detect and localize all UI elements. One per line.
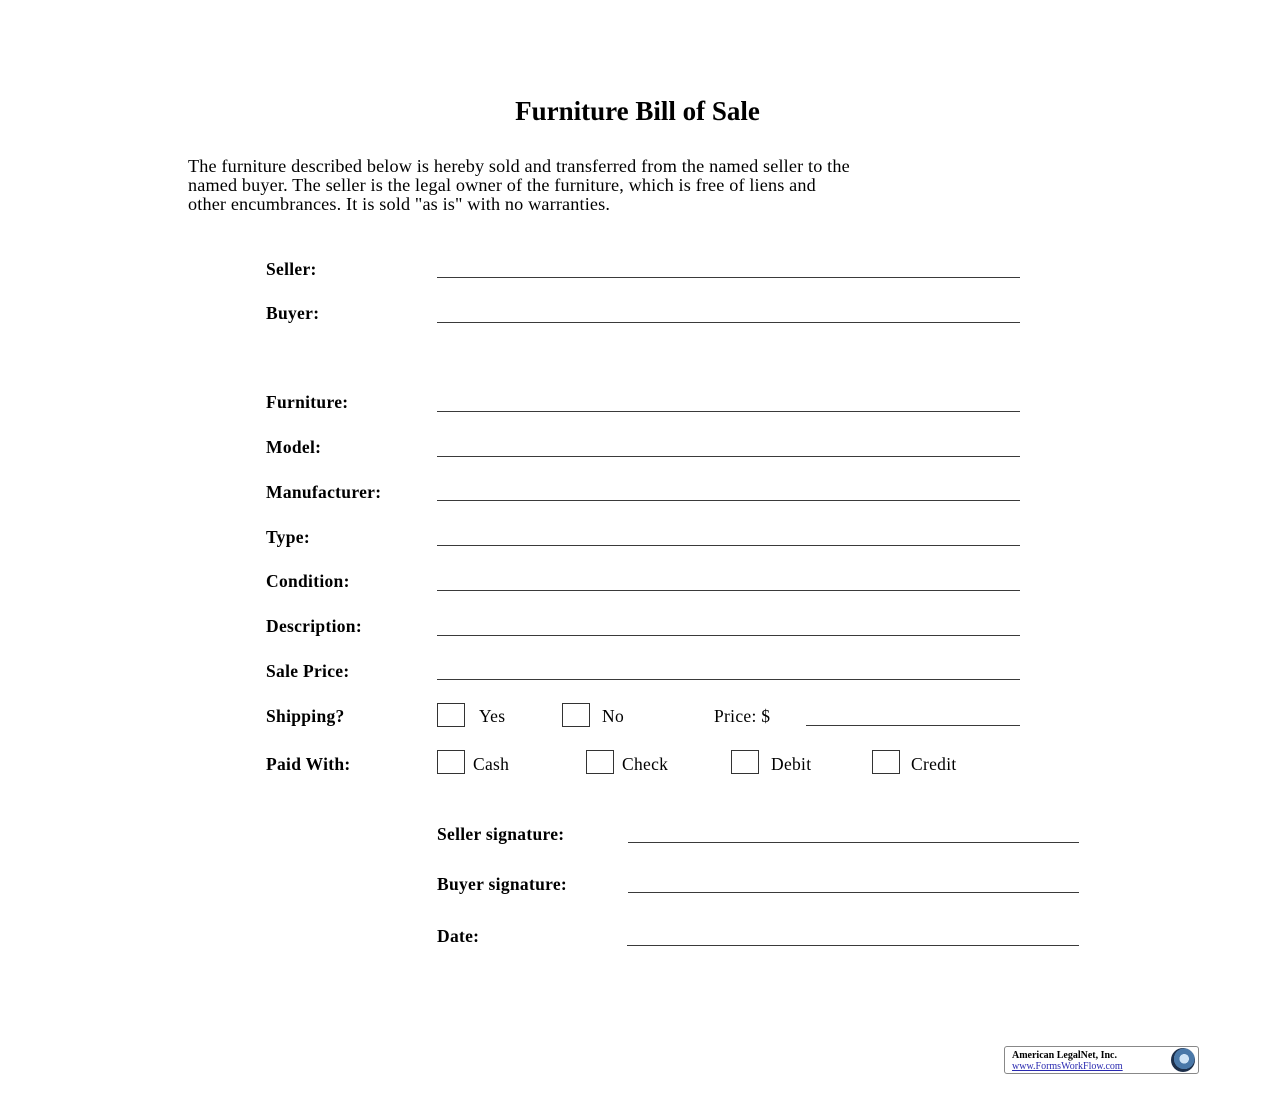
shipping-price-field[interactable] bbox=[806, 725, 1020, 726]
shipping-no-label: No bbox=[602, 706, 624, 726]
type-field[interactable] bbox=[437, 545, 1020, 546]
shipping-yes-label: Yes bbox=[479, 706, 506, 726]
paid-check-label: Check bbox=[622, 754, 669, 774]
condition-field[interactable] bbox=[437, 590, 1020, 591]
globe-logo-icon bbox=[1171, 1048, 1195, 1072]
paid-debit-label: Debit bbox=[771, 754, 812, 774]
manufacturer-label: Manufacturer: bbox=[266, 482, 382, 502]
model-label: Model: bbox=[266, 437, 322, 457]
paid-debit-checkbox[interactable] bbox=[731, 750, 759, 774]
intro-paragraph bbox=[188, 157, 1088, 214]
intro-line: named buyer. The seller is the legal owner of the furniture, which is free of liens and bbox=[188, 175, 816, 195]
paid-cash-checkbox[interactable] bbox=[437, 750, 465, 774]
furniture-field[interactable] bbox=[437, 411, 1020, 412]
intro-line: other encumbrances. It is sold "as is" with no warranties. bbox=[188, 194, 611, 214]
condition-label: Condition: bbox=[266, 571, 350, 591]
publisher-badge[interactable] bbox=[1004, 1046, 1199, 1074]
seller-field[interactable] bbox=[437, 277, 1020, 278]
date-field[interactable] bbox=[627, 945, 1079, 946]
buyer-label: Buyer: bbox=[266, 303, 320, 323]
shipping-price-label: Price: $ bbox=[714, 706, 771, 726]
paid-cash-label: Cash bbox=[473, 754, 510, 774]
paid-with-label: Paid With: bbox=[266, 754, 351, 774]
buyer-field[interactable] bbox=[437, 322, 1020, 323]
seller-signature-label: Seller signature: bbox=[437, 824, 565, 844]
description-field[interactable] bbox=[437, 635, 1020, 636]
shipping-no-checkbox[interactable] bbox=[562, 703, 590, 727]
furniture-label: Furniture: bbox=[266, 392, 349, 412]
seller-signature-field[interactable] bbox=[628, 842, 1079, 843]
manufacturer-field[interactable] bbox=[437, 500, 1020, 501]
paid-check-checkbox[interactable] bbox=[586, 750, 614, 774]
shipping-label: Shipping? bbox=[266, 706, 345, 726]
buyer-signature-label: Buyer signature: bbox=[437, 874, 568, 894]
type-label: Type: bbox=[266, 527, 310, 547]
buyer-signature-field[interactable] bbox=[628, 892, 1079, 893]
model-field[interactable] bbox=[437, 456, 1020, 457]
publisher-company: American LegalNet, Inc. bbox=[1012, 1050, 1117, 1061]
sale-price-label: Sale Price: bbox=[266, 661, 350, 681]
sale-price-field[interactable] bbox=[437, 679, 1020, 680]
document-title: Furniture Bill of Sale bbox=[515, 96, 760, 126]
shipping-yes-checkbox[interactable] bbox=[437, 703, 465, 727]
publisher-url-link[interactable]: www.FormsWorkFlow.com bbox=[1012, 1061, 1123, 1072]
date-label: Date: bbox=[437, 926, 480, 946]
paid-credit-label: Credit bbox=[911, 754, 957, 774]
description-label: Description: bbox=[266, 616, 362, 636]
intro-line: The furniture described below is hereby sold and transferred from the named seller to the bbox=[188, 156, 850, 176]
seller-label: Seller: bbox=[266, 259, 317, 279]
paid-credit-checkbox[interactable] bbox=[872, 750, 900, 774]
